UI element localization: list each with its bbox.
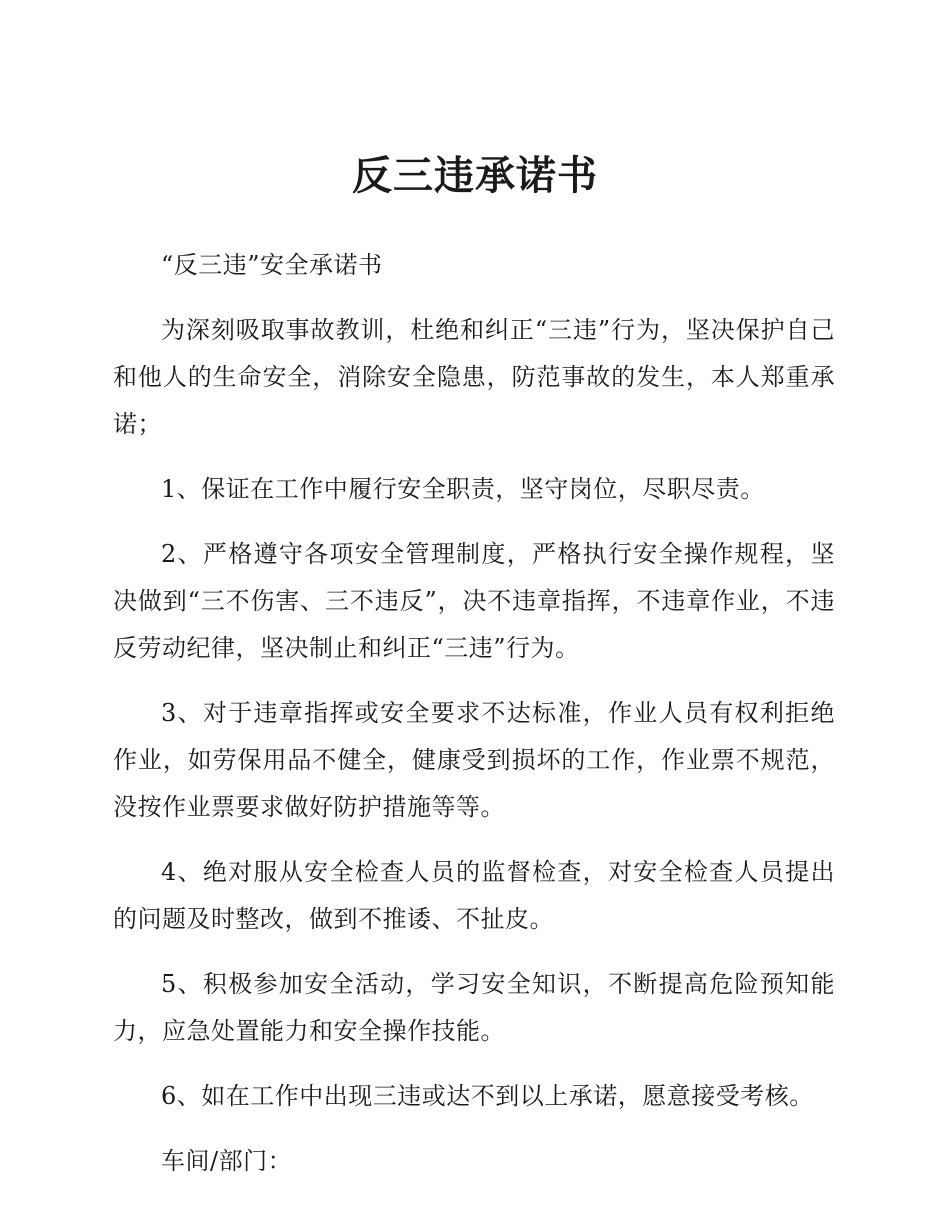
subtitle: “反三违”安全承诺书 — [161, 251, 383, 279]
promise-item-3: 3、对于违章指挥或安全要求不达标准，作业人员有权利拒绝作业，如劳保用品不健全，健康受到损坏的工作，作业票不规范，没按作业票要求做好防护措施等等。 — [113, 699, 835, 821]
department-label: 车间/部门： — [161, 1147, 293, 1175]
document-body — [113, 242, 835, 1203]
promise-item-5: 5、积极参加安全活动，学习安全知识，不断提高危险预知能力，应急处置能力和安全操作技能。 — [113, 970, 835, 1045]
promise-item-1: 1、保证在工作中履行安全职责，坚守岗位，尽职尽责。 — [161, 475, 765, 503]
promise-item-6: 6、如在工作中出现三违或达不到以上承诺，愿意接受考核。 — [161, 1082, 814, 1110]
document-title: 反三违承诺书 — [352, 152, 598, 199]
intro-paragraph: 为深刻吸取事故教训，杜绝和纠正“三违”行为，坚决保护自己和他人的生命安全，消除安全隐患，防范事故的发生，本人郑重承诺； — [113, 316, 835, 438]
promise-item-2: 2、严格遵守各项安全管理制度，严格执行安全操作规程，坚决做到“三不伤害、三不违反”，决不违章指挥，不违章作业，不违反劳动纪律，坚决制止和纠正“三违”行为。 — [113, 540, 835, 662]
promise-item-4: 4、绝对服从安全检查人员的监督检查，对安全检查人员提出的问题及时整改，做到不推诿、不扯皮。 — [113, 858, 835, 933]
